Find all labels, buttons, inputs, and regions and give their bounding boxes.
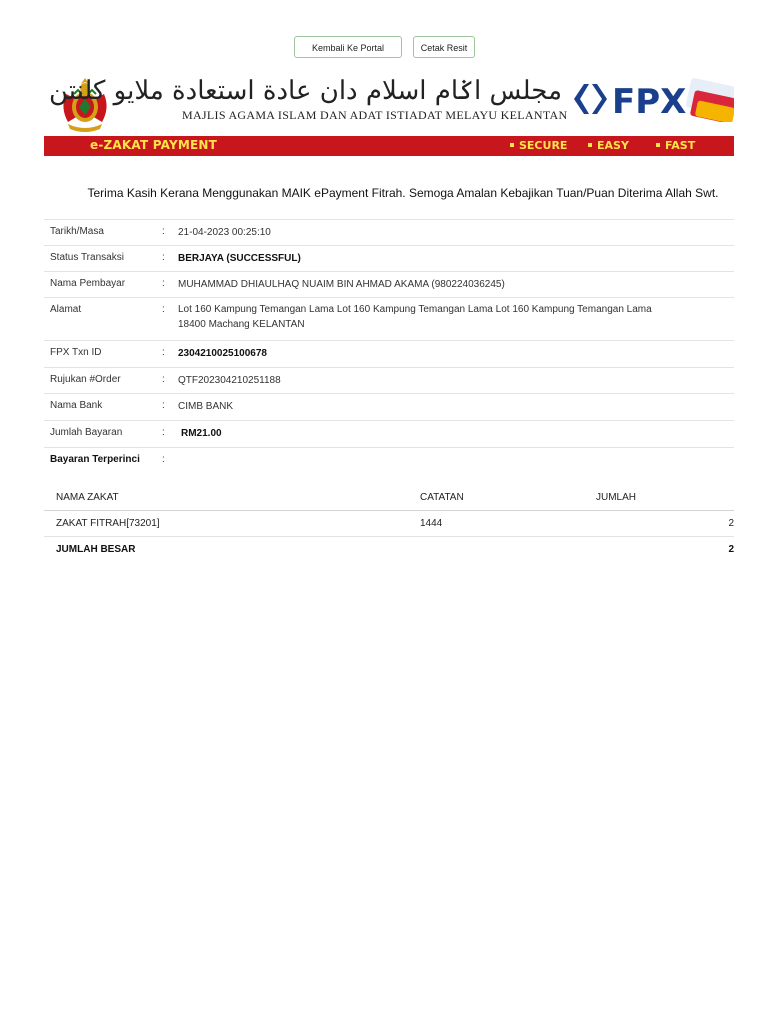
table-row: [44, 511, 734, 537]
header-banner: [44, 64, 734, 156]
action-toolbar: [0, 36, 768, 60]
thank-you-message: Terima Kasih Kerana Menggunakan MAIK ePayment Fitrah. Semoga Amalan Kebajikan Tuan/Puan Diterima Allah Swt.: [87, 186, 719, 200]
grand-total-value: 2: [728, 544, 734, 555]
detail-row-order-ref: [44, 367, 734, 393]
table-cell: ZAKAT FITRAH[73201]: [56, 518, 160, 529]
table-cell: 1444: [420, 518, 443, 529]
print-receipt-button[interactable]: Cetak Resit: [413, 36, 475, 58]
transaction-status-value: BERJAYA (SUCCESSFUL): [178, 253, 301, 264]
detail-label: Alamat: [50, 304, 82, 315]
detail-row-payer: [44, 271, 734, 297]
detail-row-bank: [44, 393, 734, 420]
tagline-fast: [656, 139, 695, 152]
back-to-portal-button[interactable]: Kembali Ke Portal: [294, 36, 402, 58]
fpx-logo: [572, 76, 734, 122]
detail-colon: :: [162, 252, 165, 263]
column-header-nama-zakat: NAMA ZAKAT: [56, 492, 119, 503]
detail-colon: :: [162, 400, 165, 411]
detail-colon: :: [162, 454, 165, 465]
transaction-details: [44, 219, 734, 474]
detail-colon: :: [162, 427, 165, 438]
detail-row-amount: [44, 420, 734, 447]
detail-colon: :: [162, 278, 165, 289]
zakat-breakdown-table: [44, 485, 734, 562]
detail-label: Nama Bank: [50, 400, 103, 411]
tagline-label: SECURE: [519, 139, 568, 152]
detail-value: 21-04-2023 00:25:10: [178, 227, 271, 238]
bullet-square-icon: [656, 143, 660, 147]
bullet-square-icon: [510, 143, 514, 147]
grand-total-label: JUMLAH BESAR: [56, 544, 136, 555]
detail-row-fpx-txn: [44, 340, 734, 367]
tagline-label: EASY: [597, 139, 629, 152]
detail-value: QTF202304210251188: [178, 375, 281, 386]
detail-label: Status Transaksi: [50, 252, 124, 263]
table-total-row: [44, 537, 734, 562]
tagline-label: FAST: [665, 139, 696, 152]
fpx-txn-id-value: 2304210025100678: [178, 348, 267, 359]
detail-colon: :: [162, 226, 165, 237]
ezakat-strip: [44, 136, 734, 156]
column-header-catatan: CATATAN: [420, 492, 464, 503]
fpx-wordmark: FPX: [612, 82, 687, 122]
arabic-jawi-title: مجلس اݢام اسلام دان عادة استعادة ملايو كلنتن: [48, 76, 562, 106]
organization-name: MAJLIS AGAMA ISLAM DAN ADAT ISTIADAT MELAYU KELANTAN: [182, 108, 568, 122]
detail-row-breakdown: [44, 447, 734, 474]
tagline-easy: [588, 139, 629, 152]
table-header-row: [44, 485, 734, 511]
detail-colon: :: [162, 374, 165, 385]
amount-paid-value: RM21.00: [181, 428, 222, 439]
table-cell: 2: [728, 518, 734, 529]
detail-row-address: [44, 297, 734, 340]
detail-label: Bayaran Terperinci: [50, 454, 140, 465]
detail-label: Tarikh/Masa: [50, 226, 104, 237]
banner-top: [44, 64, 734, 136]
column-header-jumlah: JUMLAH: [596, 492, 637, 503]
detail-label: Rujukan #Order: [50, 374, 121, 385]
detail-value: MUHAMMAD DHIAULHAQ NUAIM BIN AHMAD AKAMA (980224036245): [178, 279, 505, 290]
detail-row-status: [44, 245, 734, 271]
detail-row-date: [44, 219, 734, 245]
detail-value: Lot 160 Kampung Temangan Lama Lot 160 Kampung Temangan Lama Lot 160 Kampung Temangan Lama 18400 Machang KELANTAN: [178, 304, 652, 330]
detail-colon: :: [162, 347, 165, 358]
ezakat-payment-title: e-ZAKAT PAYMENT: [90, 138, 218, 152]
bullet-square-icon: [588, 143, 592, 147]
tagline-secure: [510, 139, 567, 152]
detail-label: Nama Pembayar: [50, 278, 126, 289]
detail-label: FPX Txn ID: [50, 347, 102, 358]
detail-label: Jumlah Bayaran: [50, 427, 123, 438]
detail-colon: :: [162, 304, 165, 315]
detail-value: CIMB BANK: [178, 401, 234, 412]
